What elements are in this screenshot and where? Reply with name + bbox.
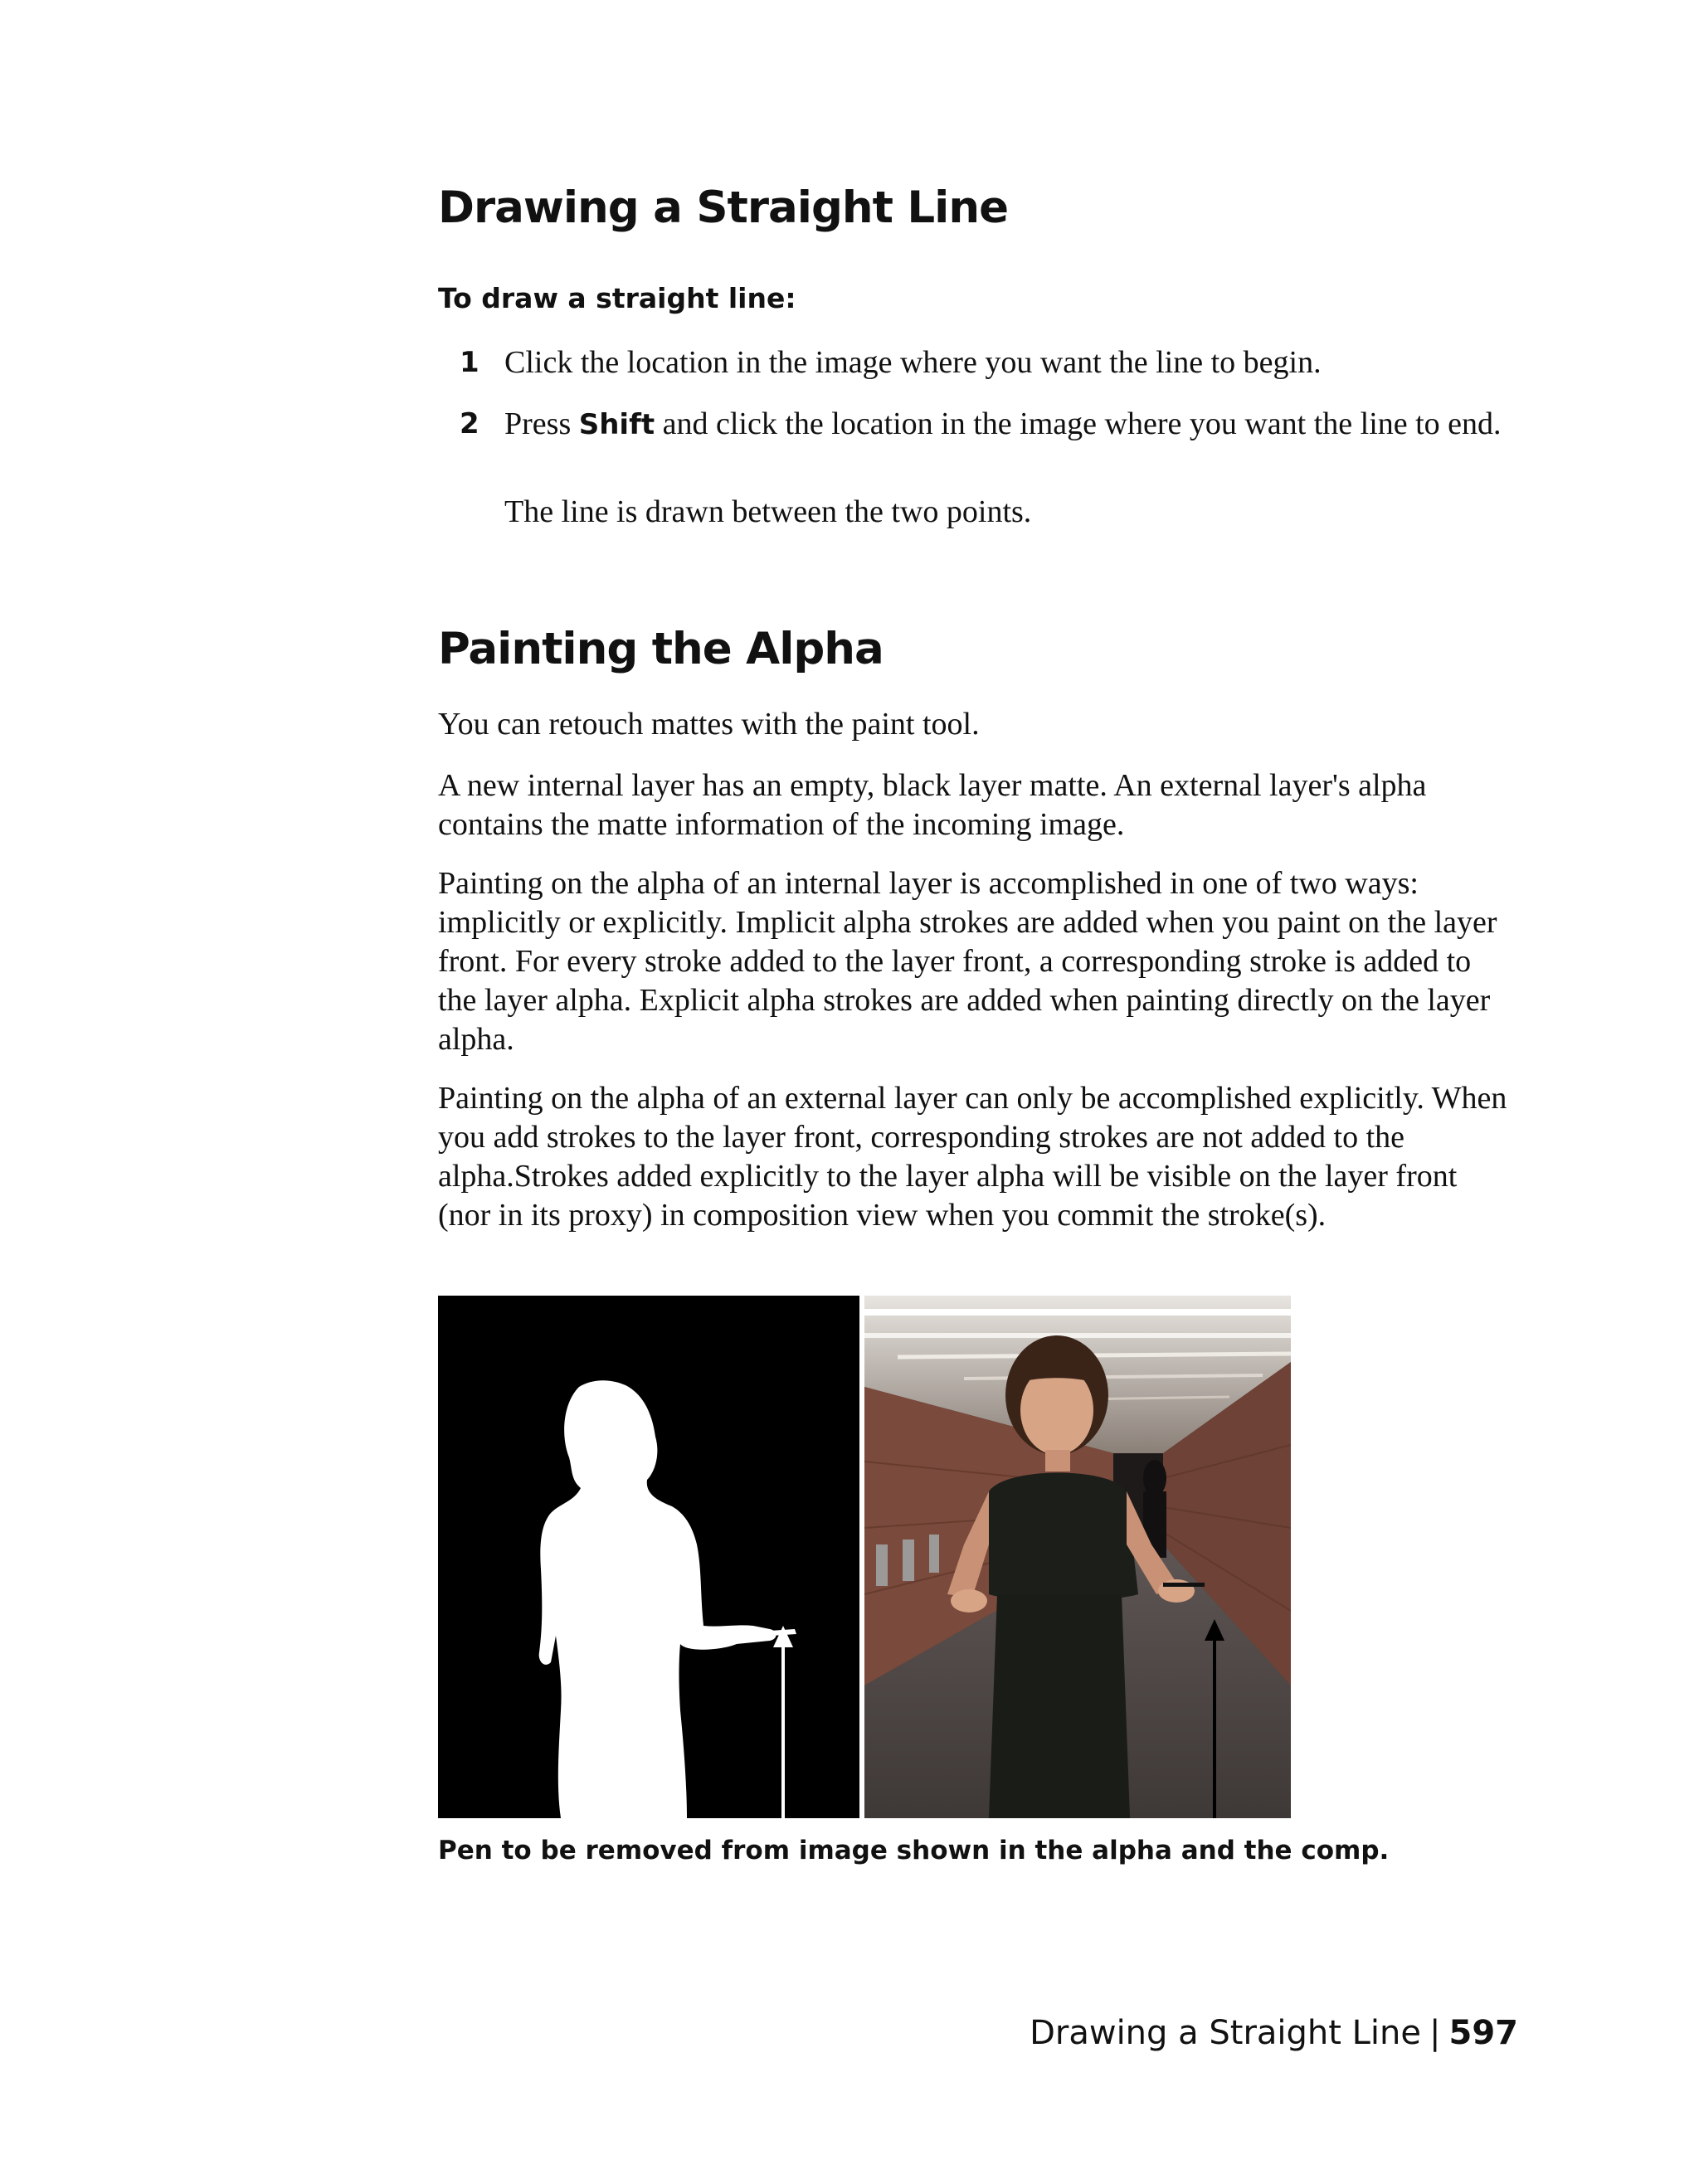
figure-alpha-and-comp xyxy=(438,1296,1291,1818)
paragraph: You can retouch mattes with the paint tool. xyxy=(438,707,980,742)
step-result: The line is drawn between the two points. xyxy=(504,494,1032,529)
step-text-end: and click the location in the image where you want the line to end. xyxy=(655,406,1502,441)
key-name-shift: Shift xyxy=(578,408,655,441)
composite-illustration xyxy=(864,1296,1291,1818)
paragraph: A new internal layer has an empty, black layer matte. An external layer's alpha contains the matte information of the incoming image. xyxy=(438,768,1427,842)
section-title-painting-alpha: Painting the Alpha xyxy=(438,624,884,674)
paragraph: Painting on the alpha of an internal layer is accomplished in one of two ways: implicitly or explicitly. Implicit alpha strokes are added when you paint on the layer front. For every stroke added to the layer front, a corresponding stroke is added to the layer alpha. Explicit alpha strokes are added when painting directly on the layer alpha. xyxy=(438,866,1497,1057)
figure-caption: Pen to be removed from image shown in the alpha and the comp. xyxy=(438,1836,1390,1865)
page-number: 597 xyxy=(1448,2014,1518,2052)
paragraph: Painting on the alpha of an external layer can only be accomplished explicitly. When you add strokes to the layer front, corresponding strokes are not added to the alpha.Strokes added explicitly to the layer alpha will be visible on the layer front (nor in its proxy) in composition view when you commit the stroke(s). xyxy=(438,1081,1507,1233)
composite-image xyxy=(864,1296,1291,1818)
alpha-matte-illustration xyxy=(438,1296,859,1818)
procedure-heading: To draw a straight line: xyxy=(438,282,796,314)
step-text-start: Press xyxy=(504,406,579,441)
step-number: 1 xyxy=(460,346,480,379)
step-text: Click the location in the image where you want the line to begin. xyxy=(504,345,1322,380)
section-title-drawing-straight-line: Drawing a Straight Line xyxy=(438,182,1009,233)
page-footer xyxy=(1030,2014,1518,2052)
step-text xyxy=(504,405,1516,445)
footer-separator: | xyxy=(1429,2014,1441,2052)
step-number: 2 xyxy=(460,407,480,440)
running-title: Drawing a Straight Line xyxy=(1030,2014,1422,2052)
alpha-matte-image xyxy=(438,1296,859,1818)
